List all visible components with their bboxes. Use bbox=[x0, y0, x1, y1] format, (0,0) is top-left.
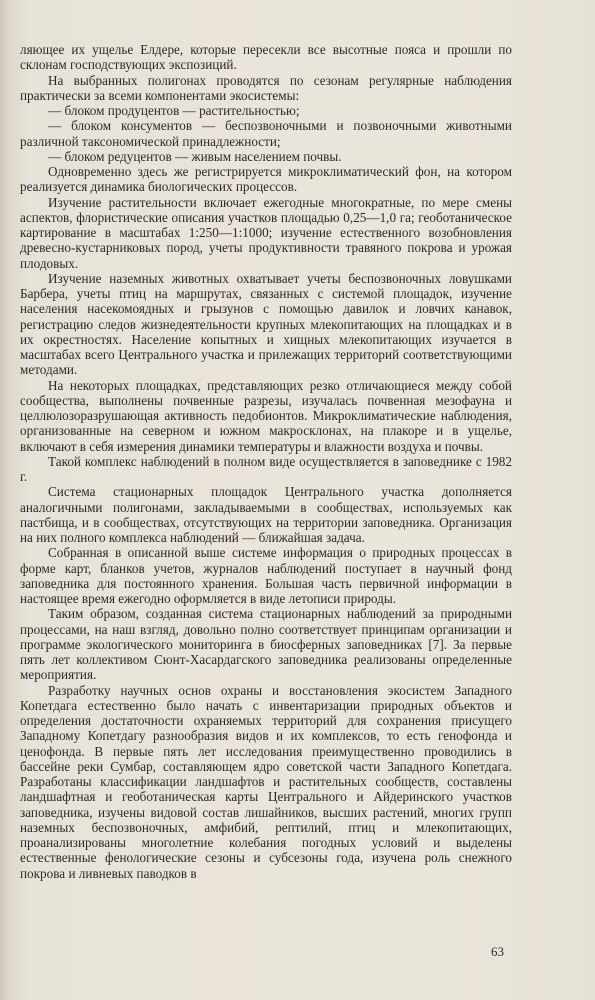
list-item: — блоком консументов — беспозвоночными и позвоночными животными различной таксономической принадлежности; bbox=[20, 118, 512, 149]
paragraph: Собранная в описанной выше системе информация о природных процессах в форме карт, бланков учетов, журналов наблюдений поступает в научный фонд заповедника для постоянного хранения. Большая часть первичной информации в настоящее время ежегодно оформляется в виде летописи природы. bbox=[20, 545, 512, 606]
paragraph: На некоторых площадках, представляющих резко отличающиеся между собой сообщества, выполнены почвенные разрезы, изучалась почвенная мезофауна и целлюлозоразрушающая активность педобионтов. Микроклиматические наблюдения, организованные на северном и южном макросклонах, на плакоре и в ущелье, включают в себя измерения динамики температуры и влажности воздуха и почвы. bbox=[20, 377, 512, 454]
paragraph: Одновременно здесь же регистрируется микроклиматический фон, на котором реализуется динамика биологических процессов. bbox=[20, 164, 512, 195]
paragraph: Разработку научных основ охраны и восстановления экосистем Западного Копетдага естественно было начать с инвентаризации природных объектов и определения достаточности охраняемых территорий для сохранения присущего Западному Копетдагу разнообразия видов и их комплексов, то есть генофонда и ценофонда. В первые пять лет исследования преимущественно проводились в бассейне реки Сумбар, составляющем ядро советской части Западного Копетдага. Разработаны классификации ландшафтов и растительных сообществ, составлены ландшафтная и геоботаническая карты Центрального и Айдеринского участков заповедника, изучены видовой состав лишайников, высших растений, многих групп наземных беспозвоночных, амфибий, рептилий, птиц и млекопитающих, проанализированы многолетние колебания погодных условий и выделены естественные фенологические сезоны и субсезоны года, изучена роль снежного покрова и ливневых паводков в bbox=[20, 682, 512, 881]
paragraph: Изучение наземных животных охватывает учеты беспозвоночных ловушками Барбера, учеты птиц на маршрутах, связанных с системой площадок, изучение населения насекомоядных и грызунов с помощью давилок и ловчих канавок, регистрацию следов жизнедеятельности крупных млекопитающих на площадках и в их окрестностях. Население копытных и хищных млекопитающих изучается в масштабах всего Центрального участка и прилежащих территорий соответствующими методами. bbox=[20, 270, 512, 378]
paragraph: ляющее их ущелье Елдере, которые пересекли все высотные пояса и прошли по склонам господствующих экспозиций. bbox=[20, 42, 512, 73]
paragraph: Таким образом, созданная система стационарных наблюдений за природными процессами, на наш взгляд, довольно полно соответствует принципам организации и программе экологического мониторинга в биосферных заповедниках [7]. За первые пять лет коллективом Сюнт-Хасардагского заповедника реализованы определенные мероприятия. bbox=[20, 606, 512, 683]
paragraph: Изучение растительности включает ежегодные многократные, по мере смены аспектов, флористические описания участков площадью 0,25—1,0 га; геоботаническое картирование в масштабах 1:250—1:1000; изучение естественного возобновления древесно-кустарниковых пород, учеты продуктивности травяного покрова и урожая плодовых. bbox=[20, 194, 512, 271]
body-text bbox=[20, 42, 512, 881]
list-item: — блоком редуцентов — живым населением почвы. bbox=[48, 148, 342, 164]
paragraph: Такой комплекс наблюдений в полном виде осуществляется в заповеднике с 1982 г. bbox=[20, 453, 512, 484]
paragraph: На выбранных полигонах проводятся по сезонам регулярные наблюдения практически за всеми компонентами экосистемы: bbox=[20, 72, 512, 103]
paragraph: Система стационарных площадок Центрального участка дополняется аналогичными полигонами, закладываемыми в сообществах, используемых как пастбища, и в сообществах, отсутствующих на территории заповедника. Организация на них полного комплекса наблюдений — ближайшая задача. bbox=[20, 484, 512, 545]
list-item: — блоком продуцентов — растительностью; bbox=[48, 103, 300, 118]
page-number: 63 bbox=[491, 944, 504, 959]
